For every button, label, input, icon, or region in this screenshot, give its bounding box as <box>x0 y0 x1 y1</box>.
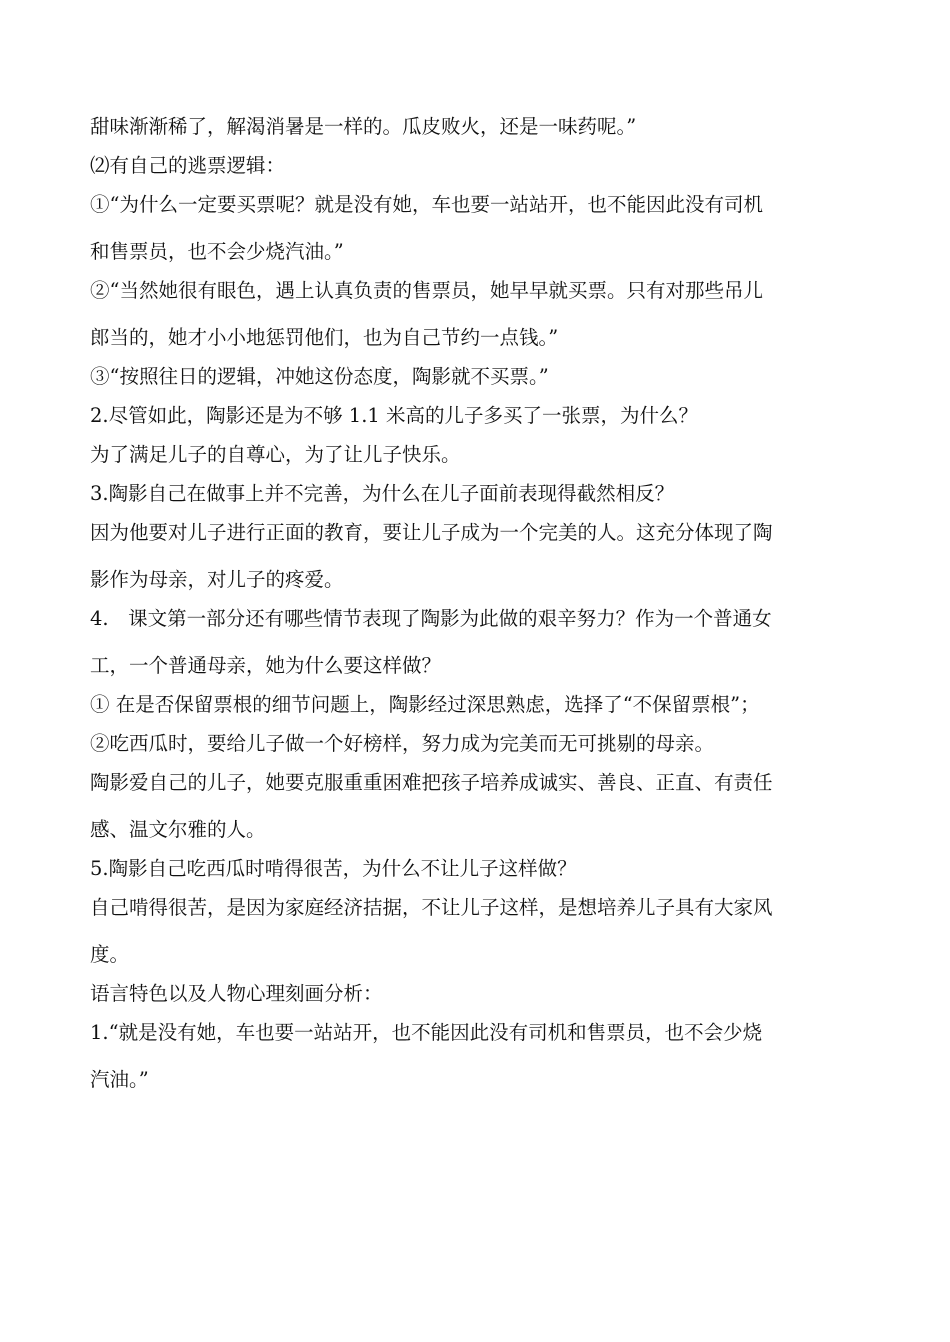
text-line: ③“按照往日的逻辑，冲她这份态度，陶影就不买票。” <box>90 365 549 388</box>
text-line: ⑵有自己的逃票逻辑： <box>90 154 286 177</box>
text-line: 汽油。” <box>90 1068 149 1091</box>
text-line: 影作为母亲，对儿子的疼爱。 <box>90 568 344 591</box>
document-body <box>90 112 870 1095</box>
text-line: 感、温文尔雅的人。 <box>90 818 266 841</box>
text-line: 为了满足儿子的自尊心，为了让儿子快乐。 <box>90 443 461 466</box>
text-line: 工，一个普通母亲，她为什么要这样做？ <box>90 654 442 677</box>
text-line: 2.尽管如此，陶影还是为不够 1.1 米高的儿子多买了一张票，为什么？ <box>90 404 699 427</box>
text-line: 自己啃得很苦，是因为家庭经济拮据，不让儿子这样，是想培养儿子具有大家风 <box>90 896 773 919</box>
text-line: 郎当的，她才小小地惩罚他们，也为自己节约一点钱。” <box>90 326 559 349</box>
text-line: ②“当然她很有眼色，遇上认真负责的售票员，她早早就买票。只有对那些吊儿 <box>90 279 763 302</box>
text-line: 陶影爱自己的儿子，她要克服重重困难把孩子培养成诚实、善良、正直、有责任 <box>90 771 773 794</box>
text-line: ① 在是否保留票根的细节问题上，陶影经过深思熟虑，选择了“不保留票根”； <box>90 693 760 716</box>
text-line: 4. 课文第一部分还有哪些情节表现了陶影为此做的艰辛努力？作为一个普通女 <box>90 607 772 630</box>
text-line: 度。 <box>90 943 130 966</box>
text-line: ②吃西瓜时，要给儿子做一个好榜样，努力成为完美而无可挑剔的母亲。 <box>90 732 715 755</box>
text-line: 和售票员，也不会少烧汽油。” <box>90 240 344 263</box>
text-line: 语言特色以及人物心理刻画分析： <box>90 982 383 1005</box>
text-line: 因为他要对儿子进行正面的教育，要让儿子成为一个完美的人。这充分体现了陶 <box>90 521 773 544</box>
text-line: 3.陶影自己在做事上并不完善，为什么在儿子面前表现得截然相反？ <box>90 482 675 505</box>
text-line: 甜味渐渐稀了，解渴消暑是一样的。瓜皮败火，还是一味药呢。” <box>90 115 637 138</box>
text-line: 5.陶影自己吃西瓜时啃得很苦，为什么不让儿子这样做？ <box>90 857 577 880</box>
text-line: 1.“就是没有她，车也要一站站开，也不能因此没有司机和售票员，也不会少烧 <box>90 1021 763 1044</box>
text-line: ①“为什么一定要买票呢？就是没有她，车也要一站站开，也不能因此没有司机 <box>90 193 763 216</box>
